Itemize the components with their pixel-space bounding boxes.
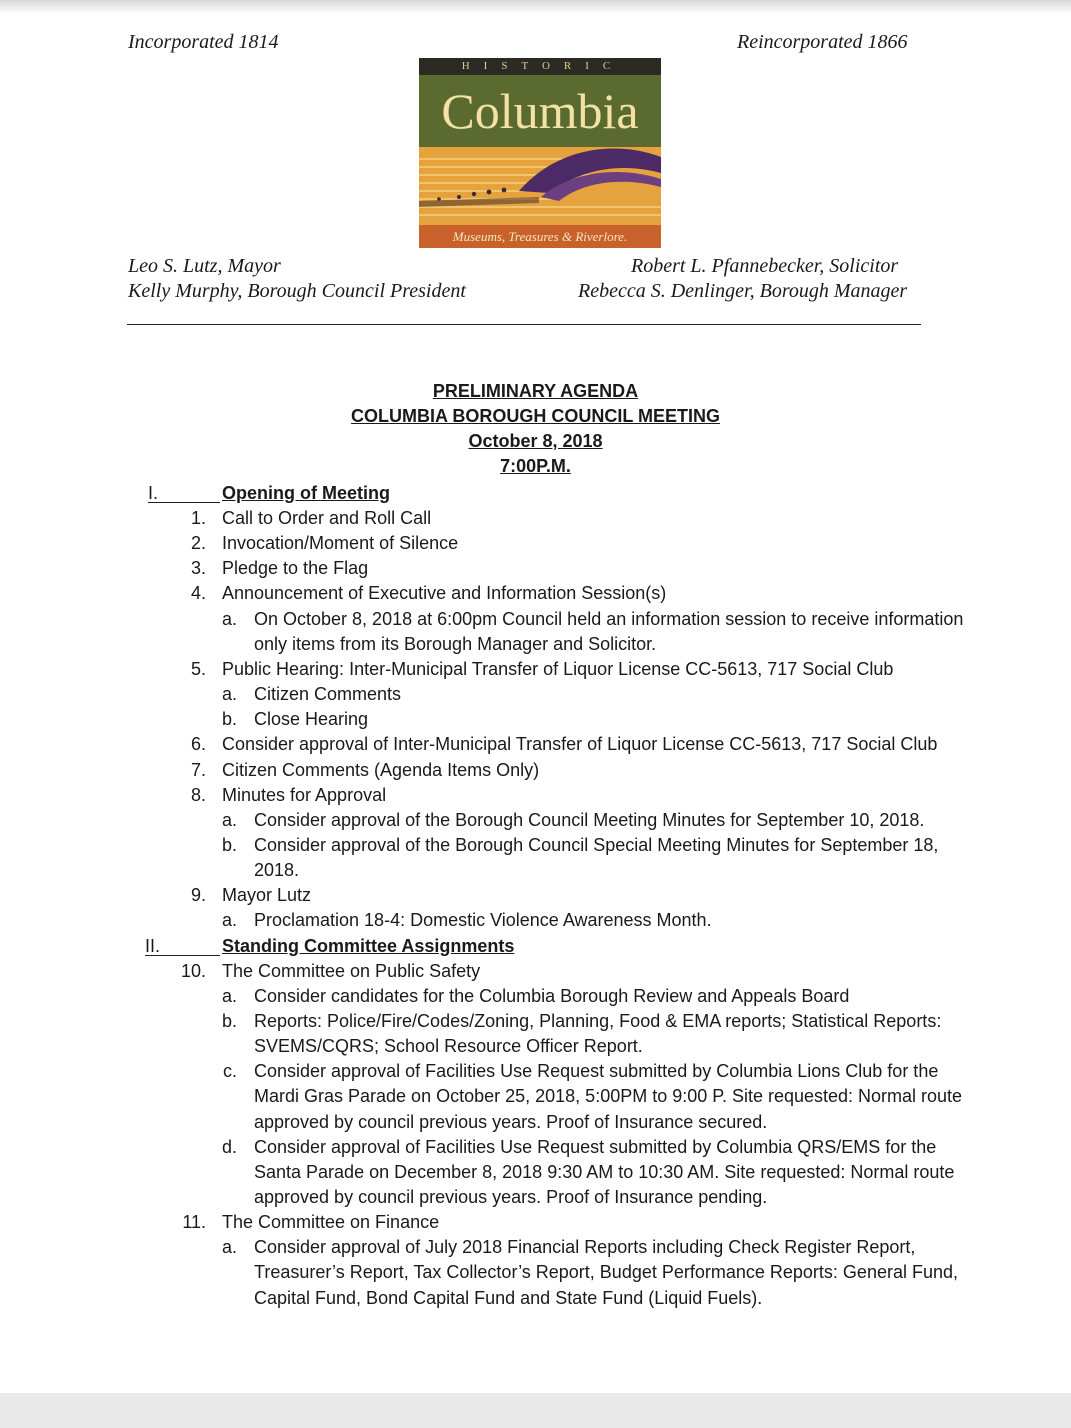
incorporated-text: Incorporated 1814 <box>128 31 279 53</box>
section-rule-1 <box>148 502 220 503</box>
official-solicitor: Robert L. Pfannebecker, Solicitor <box>631 255 899 277</box>
logo-tagline: Museums, Treasures & Riverlore. <box>419 225 661 248</box>
section-title-committees: Standing Committee Assignments <box>222 936 515 956</box>
agenda-title: PRELIMINARY AGENDA <box>432 381 639 401</box>
agenda-time: 7:00P.M. <box>500 456 571 476</box>
agenda-subtitle: COLUMBIA BOROUGH COUNCIL MEETING <box>351 406 720 426</box>
logo-historic-text: HISTORIC <box>419 58 661 75</box>
historic-columbia-logo <box>419 58 661 248</box>
bottom-bar <box>0 1393 1071 1428</box>
section-rule-2 <box>145 955 220 956</box>
header-divider <box>127 324 921 325</box>
section-title-opening: Opening of Meeting <box>222 483 390 503</box>
section-roman-2: II. <box>145 936 161 956</box>
top-shadow <box>0 0 1071 14</box>
bridge-illustration-icon <box>419 147 661 227</box>
reincorporated-text: Reincorporated 1866 <box>737 31 908 53</box>
section-roman-1: I. <box>148 483 159 503</box>
agenda-date: October 8, 2018 <box>468 431 603 451</box>
official-borough-manager: Rebecca S. Denlinger, Borough Manager <box>578 280 908 302</box>
official-council-president: Kelly Murphy, Borough Council President <box>128 280 466 302</box>
official-mayor: Leo S. Lutz, Mayor <box>128 255 281 277</box>
logo-columbia-word: Columbia <box>441 83 639 139</box>
